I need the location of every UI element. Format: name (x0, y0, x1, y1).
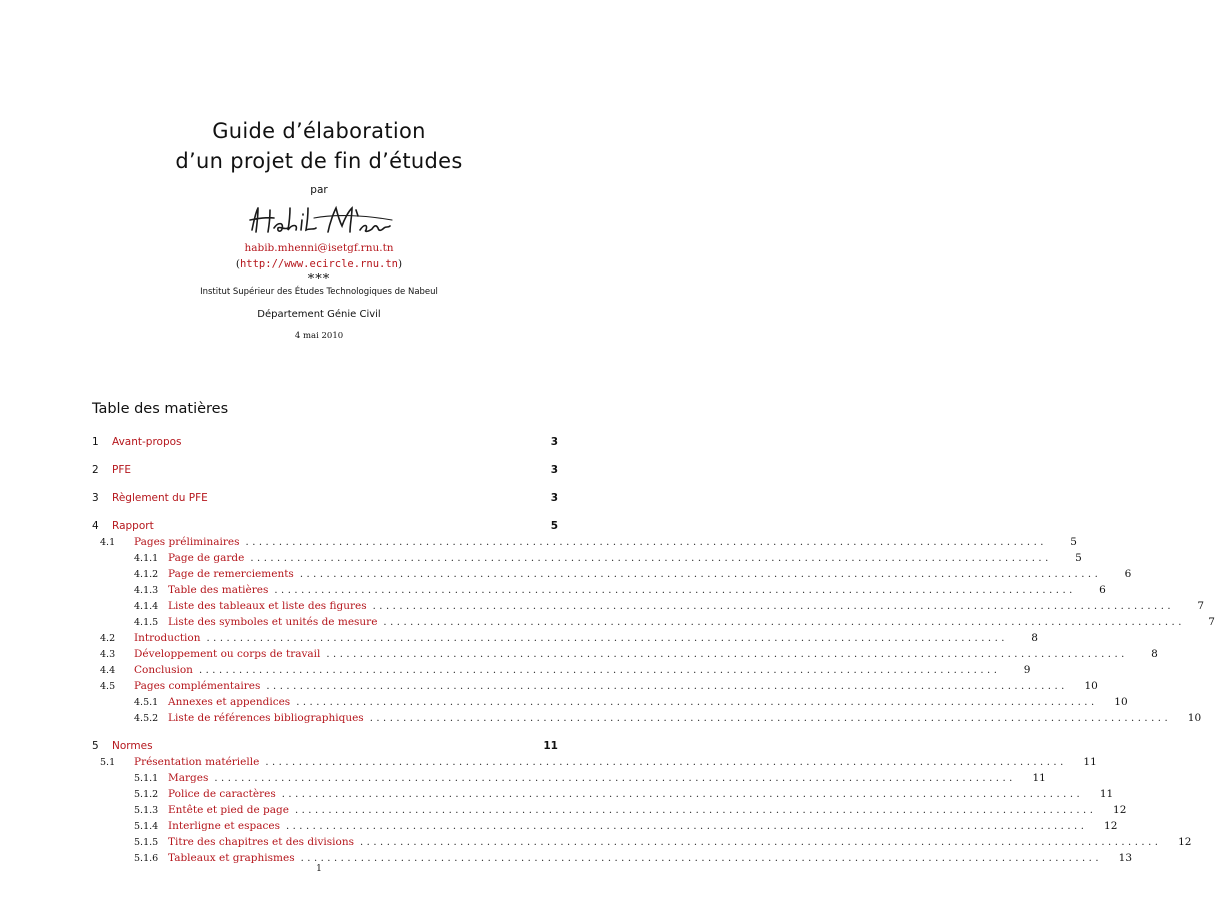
toc-dot-leader: ........................................................................................................................ (198, 665, 1001, 676)
page-number: 1 (316, 864, 322, 874)
toc-dot-leader: ........................................................................................................................ (274, 585, 1076, 596)
toc-entry-page: 10 (1114, 696, 1128, 708)
toc-list (92, 434, 1215, 866)
toc-entry-number: 4.1.5 (134, 617, 159, 628)
author-website (0, 258, 638, 270)
toc-entry-link[interactable]: Liste des tableaux et liste des figures (168, 600, 367, 612)
toc-entry-number: 3 (92, 492, 99, 504)
toc-dot-leader: ........................................................................................................................ (372, 601, 1175, 612)
toc-entry[interactable] (92, 802, 1127, 818)
toc-entry-link[interactable]: Interligne et espaces (168, 820, 280, 832)
document-title-line-2: d’un projet de fin d’études (175, 149, 463, 173)
toc-entry-link[interactable]: Développement ou corps de travail (134, 648, 321, 660)
toc-dot-leader: ........................................................................................................................ (285, 821, 1088, 832)
toc-entry[interactable] (92, 646, 1158, 662)
toc-entry-page: 10 (1084, 680, 1098, 692)
toc-entry[interactable] (92, 614, 1215, 630)
toc-entry-link[interactable]: Conclusion (134, 664, 193, 676)
toc-entry[interactable] (92, 582, 1106, 598)
toc-entry-link[interactable]: Pages préliminaires (134, 536, 240, 548)
toc-dot-leader: ........................................................................................................................ (383, 617, 1185, 628)
toc-dot-leader: ........................................................................................................................ (281, 789, 1084, 800)
toc-dot-leader: ........................................................................................................................ (265, 757, 1067, 768)
toc-entry[interactable] (92, 462, 558, 478)
toc-entry-link[interactable]: Marges (168, 772, 209, 784)
toc-entry-number: 4.1.3 (134, 585, 159, 596)
toc-entry-number: 5.1.1 (134, 773, 159, 784)
toc-entry-number: 5.1.2 (134, 789, 159, 800)
toc-entry-link[interactable]: Table des matières (168, 584, 269, 596)
toc-entry-link[interactable]: Tableaux et graphismes (168, 852, 295, 864)
website-close-paren: ) (398, 258, 403, 270)
toc-entry-page: 5 (1070, 536, 1077, 548)
toc-entry-page: 11 (1032, 772, 1046, 784)
separator-stars: *** (307, 272, 331, 287)
toc-entry-number: 5 (92, 740, 99, 752)
toc-heading: Table des matières (92, 401, 229, 417)
toc-entry-link[interactable]: Pages complémentaires (134, 680, 261, 692)
toc-entry-link[interactable]: Rapport (112, 520, 154, 532)
toc-entry[interactable] (92, 662, 1031, 678)
toc-entry-page: 7 (1197, 600, 1205, 612)
toc-entry-link[interactable]: Règlement du PFE (112, 492, 208, 504)
toc-entry-number: 4.3 (100, 649, 116, 660)
toc-dot-leader: ........................................................................................................................ (206, 633, 1008, 644)
document-date: 4 mai 2010 (294, 331, 344, 341)
toc-entry-page: 5 (550, 520, 558, 532)
toc-entry-link[interactable]: Liste de références bibliographiques (168, 712, 364, 724)
toc-dot-leader: ........................................................................................................................ (299, 569, 1102, 580)
toc-entry-link[interactable]: Liste des symboles et unités de mesure (168, 616, 378, 628)
toc-entry-page: 11 (1099, 788, 1114, 800)
toc-entry-page: 8 (1031, 632, 1038, 644)
toc-entry[interactable] (92, 786, 1114, 802)
toc-entry[interactable] (92, 710, 1202, 726)
website-open-paren: ( (235, 258, 240, 270)
toc-dot-leader: ........................................................................................................................ (214, 773, 1016, 784)
toc-entry-number: 5.1 (100, 757, 116, 768)
toc-entry-page: 11 (543, 740, 558, 752)
toc-entry[interactable] (92, 678, 1098, 694)
toc-entry-page: 6 (1124, 568, 1132, 580)
toc-entry-number: 4.1 (100, 537, 116, 548)
toc-entry[interactable] (92, 694, 1128, 710)
toc-dot-leader: ........................................................................................................................ (245, 537, 1047, 548)
table-of-contents (92, 398, 1215, 866)
document-title-line-1: Guide d’élaboration (212, 119, 426, 143)
toc-entry[interactable] (92, 598, 1205, 614)
toc-entry-link[interactable]: Entête et pied de page (168, 804, 289, 816)
toc-entry-page: 6 (1099, 584, 1106, 596)
toc-dot-leader: ........................................................................................................................ (294, 805, 1097, 816)
institute-name: Institut Supérieur des Études Technologiques de Nabeul (200, 287, 438, 297)
toc-entry-page: 12 (1178, 836, 1192, 848)
toc-entry-link[interactable]: Présentation matérielle (134, 756, 260, 768)
toc-entry-page: 3 (550, 436, 558, 448)
toc-entry-page: 12 (1113, 804, 1127, 816)
author-email-link[interactable]: habib.mhenni@isetgf.rnu.tn (244, 242, 394, 254)
toc-entry-number: 5.1.6 (134, 853, 159, 864)
toc-entry-page: 7 (1208, 616, 1215, 628)
toc-entry-link[interactable]: Titre des chapitres et des divisions (168, 836, 354, 848)
toc-entry-page: 3 (550, 492, 558, 504)
toc-entry-link[interactable]: Introduction (134, 632, 201, 644)
toc-entry[interactable] (92, 434, 558, 450)
toc-entry-number: 4.5 (100, 681, 116, 692)
toc-entry-link[interactable]: Page de remerciements (168, 568, 294, 580)
toc-entry[interactable] (92, 630, 1038, 646)
toc-entry-number: 4.2 (100, 633, 116, 644)
toc-entry-link[interactable]: Page de garde (168, 552, 245, 564)
toc-dot-leader: ........................................................................................................................ (266, 681, 1068, 692)
department-name: Département Génie Civil (257, 309, 381, 320)
by-label: par (310, 184, 328, 196)
toc-entry-page: 8 (1151, 648, 1158, 660)
toc-dot-leader: ........................................................................................................................ (300, 853, 1103, 864)
toc-entry[interactable] (92, 834, 1192, 850)
toc-entry-page: 9 (1023, 664, 1031, 676)
author-signature (244, 202, 394, 238)
toc-entry-number: 5.1.4 (134, 821, 159, 832)
toc-dot-leader: ........................................................................................................................ (360, 837, 1162, 848)
toc-entry-link[interactable]: PFE (112, 464, 132, 476)
toc-entry-link[interactable]: Police de caractères (168, 788, 276, 800)
toc-entry-number: 2 (92, 464, 99, 476)
toc-entry-number: 5.1.3 (134, 805, 159, 816)
toc-entry-link[interactable]: Normes (112, 740, 153, 752)
toc-entry[interactable] (92, 754, 1097, 770)
toc-entry-page: 10 (1187, 712, 1202, 724)
toc-entry[interactable] (92, 566, 1132, 582)
toc-entry-number: 4.1.2 (134, 569, 159, 580)
toc-entry[interactable] (92, 490, 558, 506)
toc-entry[interactable] (92, 534, 1077, 550)
toc-entry-number: 4.5.2 (134, 713, 159, 724)
toc-entry-page: 11 (1083, 756, 1097, 768)
title-block (0, 116, 638, 341)
toc-entry-link[interactable]: Avant-propos (112, 436, 182, 448)
toc-dot-leader: ........................................................................................................................ (326, 649, 1128, 660)
toc-entry-number: 4.5.1 (134, 697, 159, 708)
toc-dot-leader: ........................................................................................................................ (369, 713, 1172, 724)
toc-entry-page: 12 (1104, 820, 1118, 832)
toc-entry-number: 1 (92, 436, 99, 448)
toc-entry[interactable] (92, 738, 558, 754)
toc-dot-leader: ........................................................................................................................ (296, 697, 1098, 708)
website-link[interactable]: http://www.ecircle.rnu.tn (239, 258, 399, 270)
toc-entry-number: 4.1.4 (134, 601, 159, 612)
toc-entry-number: 4.4 (100, 665, 116, 676)
toc-entry[interactable] (92, 818, 1118, 834)
toc-entry-number: 4 (92, 520, 99, 532)
toc-entry[interactable] (92, 550, 1082, 566)
toc-dot-leader: ........................................................................................................................ (250, 553, 1052, 564)
toc-entry-page: 5 (1075, 552, 1082, 564)
toc-entry[interactable] (92, 770, 1046, 786)
toc-entry-number: 4.1.1 (134, 553, 159, 564)
toc-entry-link[interactable]: Annexes et appendices (168, 696, 291, 708)
toc-entry-page: 13 (1118, 852, 1133, 864)
toc-entry[interactable] (92, 518, 558, 534)
toc-entry-page: 3 (550, 464, 558, 476)
toc-entry-number: 5.1.5 (134, 837, 159, 848)
